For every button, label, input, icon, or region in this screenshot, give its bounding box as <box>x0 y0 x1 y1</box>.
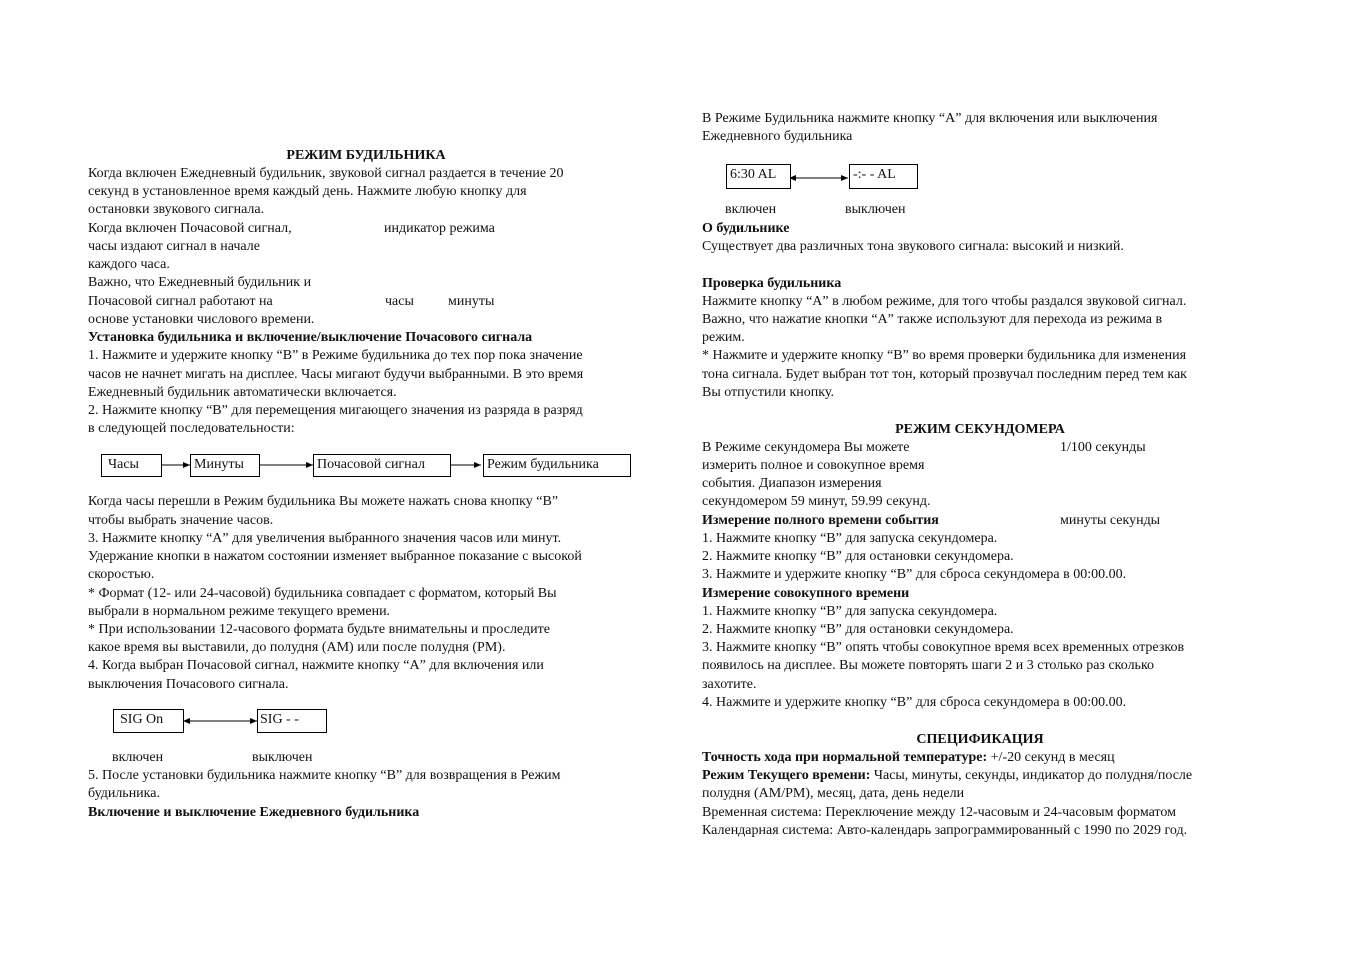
paragraph-line: 1. Нажмите и удержите кнопку “В” в Режиме будильника до тех пор пока значение <box>88 348 583 363</box>
paragraph-line: остановки звукового сигнала. <box>88 202 265 217</box>
paragraph-line: 3. Нажмите кнопку “В” опять чтобы совокупное время всех временных отрезков <box>702 640 1185 655</box>
paragraph-line: 2. Нажмите кнопку “В” для остановки секундомера. <box>702 622 1014 637</box>
paragraph-line: часы издают сигнал в начале <box>88 239 260 254</box>
paragraph-line: Важно, что Ежедневный будильник и <box>88 275 312 290</box>
spec-time-mode-value: Часы, минуты, секунды, индикатор до полудня/после <box>870 768 1193 783</box>
paragraph-line: секундомером 59 минут, 59.99 секунд. <box>702 494 931 509</box>
paragraph-line: режим. <box>702 330 745 345</box>
paragraph-line: Когда часы перешли в Режим будильника Вы можете нажать снова кнопку “В” <box>88 494 559 509</box>
paragraph-line: измерить полное и совокупное время <box>702 458 925 473</box>
paragraph-line: Вы отпустили кнопку. <box>702 385 834 400</box>
paragraph-line: 1. Нажмите кнопку “В” для запуска секундомера. <box>702 604 998 619</box>
paragraph-line: будильника. <box>88 786 160 801</box>
spec-time-mode <box>702 767 1192 785</box>
paragraph-line: Существует два различных тона звукового сигнала: высокий и низкий. <box>702 239 1124 254</box>
off-label: выключен <box>845 202 906 217</box>
paragraph-line: 4. Нажмите и удержите кнопку “В” для сброса секундомера в 00:00.00. <box>702 695 1127 710</box>
paragraph-line: Нажмите кнопку “А” в любом режиме, для того чтобы раздался звуковой сигнал. <box>702 294 1187 309</box>
minutes-seconds-label: минуты секунды <box>1060 513 1161 528</box>
paragraph-line: В Режиме секундомера Вы можете <box>702 440 910 455</box>
flow-step-hours: Часы <box>101 454 162 477</box>
full-time-heading: Измерение полного времени события <box>702 513 939 528</box>
paragraph-line: события. Диапазон измерения <box>702 476 882 491</box>
paragraph-line: Почасовой сигнал работают на <box>88 294 273 309</box>
check-alarm-heading: Проверка будильника <box>702 276 842 291</box>
paragraph-line: * Формат (12- или 24-часовой) будильника совпадает с форматом, который Вы <box>88 586 557 601</box>
hundredths-label: 1/100 секунды <box>1060 440 1146 455</box>
flow-step-alarm-mode: Режим будильника <box>483 454 631 477</box>
paragraph-line: часов не начнет мигать на дисплее. Часы мигают будучи выбранными. В это время <box>88 367 584 382</box>
paragraph-line: полудня (AM/PM), месяц, дата, день недели <box>702 786 965 801</box>
flow-step-minutes: Минуты <box>190 454 260 477</box>
paragraph-line: скоростью. <box>88 567 155 582</box>
paragraph-line: Удержание кнопки в нажатом состоянии изменяет выбранное показание с высокой <box>88 549 582 564</box>
spec-calendar-system: Календарная система: Авто-календарь запрограммированный с 1990 по 2029 год. <box>702 823 1188 838</box>
paragraph-line: захотите. <box>702 677 757 692</box>
spec-accuracy-label: Точность хода при нормальной температуре: <box>702 750 988 765</box>
section-title-alarm-mode: РЕЖИМ БУДИЛЬНИКА <box>286 148 446 163</box>
paragraph-line: основе установки числового времени. <box>88 312 315 327</box>
paragraph-line: какое время вы выставили, до полудня (AM) или после полудня (PM). <box>88 640 506 655</box>
section-heading-set-alarm: Установка будильника и включение/выключение Почасового сигнала <box>88 330 533 345</box>
hours-label: часы <box>385 294 414 309</box>
section-heading-daily-alarm: Включение и выключение Ежедневного будильника <box>88 805 420 820</box>
spec-accuracy <box>702 749 1115 767</box>
paragraph-line: 4. Когда выбран Почасовой сигнал, нажмите кнопку “А” для включения или <box>88 658 544 673</box>
paragraph-line: Когда включен Почасовой сигнал, <box>88 221 292 236</box>
paragraph-line: 3. Нажмите и удержите кнопку “В” для сброса секундомера в 00:00.00. <box>702 567 1127 582</box>
display-sig-off: SIG - - <box>257 709 327 733</box>
paragraph-line: * Нажмите и удержите кнопку “В” во время проверки будильника для изменения <box>702 348 1187 363</box>
paragraph-line: 3. Нажмите кнопку “А” для увеличения выбранного значения часов или минут. <box>88 531 562 546</box>
paragraph-line: Когда включен Ежедневный будильник, звуковой сигнал раздается в течение 20 <box>88 166 564 181</box>
spec-time-mode-label: Режим Текущего времени: <box>702 768 871 783</box>
display-al-off: -:- - AL <box>849 164 918 189</box>
spec-accuracy-value: +/-20 секунд в месяц <box>987 750 1115 765</box>
paragraph-line: Ежедневный будильник автоматически включается. <box>88 385 397 400</box>
display-al-on: 6:30 AL <box>726 164 791 189</box>
section-title-stopwatch: РЕЖИМ СЕКУНДОМЕРА <box>895 422 1065 437</box>
minutes-label: минуты <box>448 294 495 309</box>
paragraph-line: 5. После установки будильника нажмите кнопку “В” для возвращения в Режим <box>88 768 561 783</box>
cumulative-time-heading: Измерение совокупного времени <box>702 586 910 601</box>
paragraph-line: выключения Почасового сигнала. <box>88 677 289 692</box>
about-alarm-heading: О будильнике <box>702 221 790 236</box>
mode-indicator-label: индикатор режима <box>384 221 495 236</box>
paragraph-line: тона сигнала. Будет выбран тот тон, который прозвучал последним перед тем как <box>702 367 1187 382</box>
paragraph-line: Важно, что нажатие кнопки “А” также используют для перехода из режима в <box>702 312 1163 327</box>
paragraph-line: 2. Нажмите кнопку “В” для остановки секундомера. <box>702 549 1014 564</box>
section-title-specification: СПЕЦИФИКАЦИЯ <box>916 732 1044 747</box>
paragraph-line: каждого часа. <box>88 257 170 272</box>
spec-time-system: Временная система: Переключение между 12-часовым и 24-часовым форматом <box>702 805 1176 820</box>
display-sig-on: SIG On <box>113 709 184 733</box>
paragraph-line: выбрали в нормальном режиме текущего времени. <box>88 604 391 619</box>
paragraph-line: 1. Нажмите кнопку “В” для запуска секундомера. <box>702 531 998 546</box>
paragraph-line: В Режиме Будильника нажмите кнопку “А” для включения или выключения <box>702 111 1158 126</box>
flow-step-hourly-signal: Почасовой сигнал <box>313 454 451 477</box>
paragraph-line: чтобы выбрать значение часов. <box>88 513 274 528</box>
on-label: включен <box>725 202 777 217</box>
paragraph-line: секунд в установленное время каждый день. Нажмите любую кнопку для <box>88 184 527 199</box>
on-label: включен <box>112 750 164 765</box>
paragraph-line: Ежедневного будильника <box>702 129 853 144</box>
paragraph-line: в следующей последовательности: <box>88 421 295 436</box>
paragraph-line: * При использовании 12-часового формата будьте внимательны и проследите <box>88 622 550 637</box>
off-label: выключен <box>252 750 313 765</box>
paragraph-line: появилось на дисплее. Вы можете повторять шаги 2 и 3 столько раз сколько <box>702 658 1155 673</box>
paragraph-line: 2. Нажмите кнопку “В” для перемещения мигающего значения из разряда в разряд <box>88 403 583 418</box>
